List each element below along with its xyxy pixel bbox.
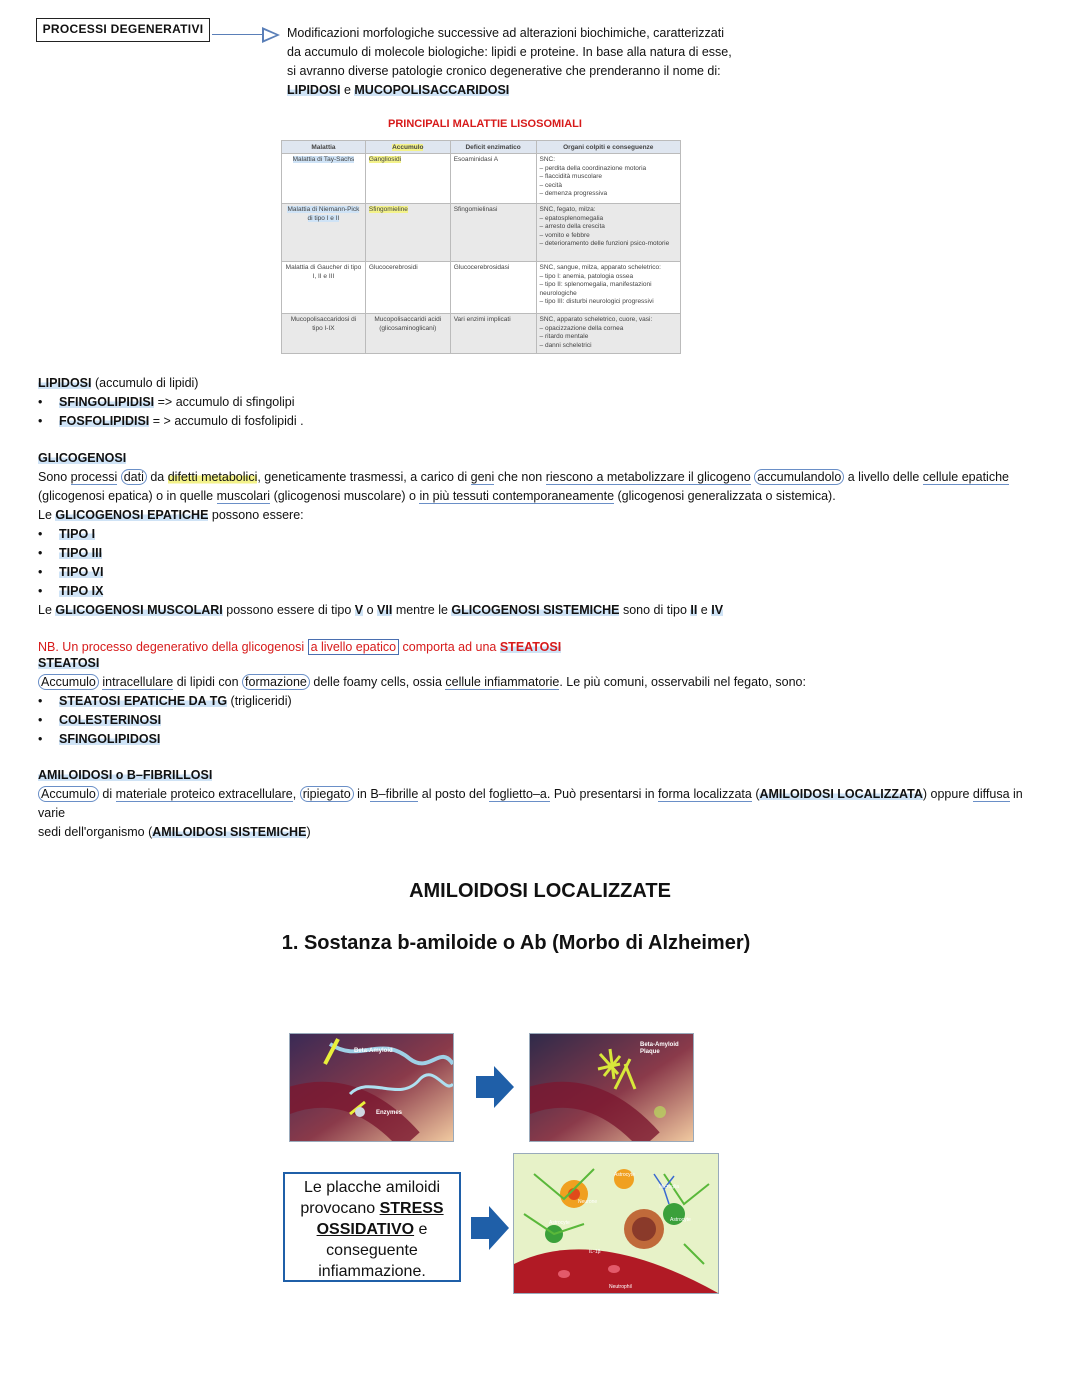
arrow-right-icon [476,1066,516,1108]
cell-disease: Malattia di Tay-Sachs [282,154,366,204]
label-cell: Microglia [659,1184,680,1190]
label-amyloid-plaque: Beta-Amyloid Plaque [640,1042,679,1055]
glicogenosi-section [38,449,1048,620]
table-row [282,314,681,354]
glicogenosi-paragraph: Sono processi dati da difetti metabolici, geneticamente trasmessi, a carico di geni che non riescono a metabolizzare il glicogeno accumulandolo a livello delle cellule epatiche (glicogenosi epatica) o in quelle muscolari (glicogenosi muscolare) o in più tessuti contemporaneamente (glicogenosi generalizzata o sistemica). Le GLICOGENOSI EPATICHE possono essere: [38,470,1009,522]
list-item: • TIPO I [38,525,1048,544]
section-title-processi: PROCESSI DEGENERATIVI [36,18,210,42]
arrow-head-inner [264,30,276,40]
cell-deficit: Esoaminidasi A [450,154,536,204]
table-header-row [282,141,681,154]
amiloidosi-section [38,766,1048,842]
inflammation-image [513,1153,719,1294]
boxed-text: a livello epatico [308,639,399,655]
col-header: Accumulo [365,141,450,154]
table-row [282,262,681,314]
intro-text: Modificazioni morfologiche successive ad alterazioni biochimiche, caratterizzati da accumulo di molecole biologiche: lipidi e proteine. In base alla natura di esse, si avranno diverse patologie cronico degenerative che prenderanno il nome di: [287,26,732,78]
lipidosi-heading: LIPIDOSI (accumulo di lipidi) [38,376,199,390]
steatosi-heading: STEATOSI [38,656,100,670]
table-title: PRINCIPALI MALATTIE LISOSOMIALI [388,118,582,130]
cell-organs: SNC, sangue, milza, apparato scheletrico: – tipo I: anemia, patologia ossea – tipo II: splenomegalia, manifestazioni neurologiche – tipo III: disturbi neurologici progressivi [536,262,680,314]
label-cell: Neutrophil [609,1284,632,1290]
term-lipidosi: LIPIDOSI [287,83,341,97]
cell-disease: Mucopolisaccaridosi di tipo I-IX [282,314,366,354]
cell-organs: SNC: – perdita della coordinazione motoria – flaccidità muscolare – cecità – demenza progressiva [536,154,680,204]
arrow-right-icon [471,1206,511,1250]
table-row [282,204,681,262]
cell-disease: Malattia di Niemann-Pick di tipo I e II [282,204,366,262]
cell-accumulation: Glucocerebrosidi [365,262,450,314]
lipidosi-section [38,374,1048,431]
cell-accumulation: Sfingomieline [365,204,450,262]
label-cell: Astrocyte [614,1172,635,1178]
col-header: Organi colpiti e conseguenze [536,141,680,154]
list-item: • STEATOSI EPATICHE DA TG (trigliceridi) [38,692,1048,711]
list-item: • TIPO III [38,544,1048,563]
col-header: Deficit enzimatico [450,141,536,154]
list-item: • SFINGOLIPIDOSI [38,730,1048,749]
list-item: • SFINGOLIPIDISI => accumulo di sfingolipi [38,393,1048,412]
cell-deficit: Glucocerebrosidasi [450,262,536,314]
amyloid-plaque-image [529,1033,694,1142]
term-mucopolisaccaridosi: MUCOPOLISACCARIDOSI [354,83,510,97]
beta-amyloid-image [289,1033,454,1142]
cell-disease: Malattia di Gaucher di tipo I, II e III [282,262,366,314]
label-cell: Neurone [578,1199,598,1205]
cell-organs: SNC, fegato, milza: – epatosplenomegalia – arresto della crescita – vomito e febbre – deterioramento delle funzioni psico-motorie [536,204,680,262]
list-item: • FOSFOLIPIDISI = > accumulo di fosfolipidi . [38,412,1048,431]
amiloidosi-paragraph: Accumulo di materiale proteico extracellulare, ripiegato in B–fibrille al posto del foglietto–a. Può presentarsi in forma localizzata (AMILOIDOSI LOCALIZZATA) oppure diffusa in varie sedi dell'organismo (AMILOIDOSI SISTEMICHE) [38,787,1023,839]
steatosi-section [38,654,1048,749]
cell-accumulation: Mucopolisaccaridi acidi (glicosaminoglicani) [365,314,450,354]
list-item: • COLESTERINOSI [38,711,1048,730]
slide-subheading: 1. Sostanza b-amiloide o Ab (Morbo di Alzheimer) [281,932,751,954]
glicogenosi-heading: GLICOGENOSI [38,451,127,465]
amiloidosi-heading: AMILOIDOSI o B–FIBRILLOSI [38,768,213,782]
glicogenosi-types-paragraph: Le GLICOGENOSI MUSCOLARI possono essere di tipo V o VII mentre le GLICOGENOSI SISTEMICHE sono di tipo II e IV [38,603,724,617]
label-cell: Astrocyte [549,1220,570,1226]
nb-note: NB. Un processo degenerativo della glicogenosi a livello epatico comporta ad una STEATOSI [38,640,562,654]
placche-text-box: Le placche amiloidi provocano STRESS OSSIDATIVO e conseguente infiammazione. [283,1172,461,1282]
label-cell: Astrocyte [670,1217,691,1223]
label-cell: IL-1β [589,1249,601,1255]
label-enzymes: Enzymes [376,1110,403,1116]
intro-paragraph [287,24,737,100]
steatosi-paragraph: Accumulo intracellulare di lipidi con formazione delle foamy cells, ossia cellule infiammatorie. Le più comuni, osservabili nel fegato, sono: [38,673,1048,692]
intro-conj: e [340,83,355,97]
col-header: Malattia [282,141,366,154]
lysosomal-table [281,140,681,354]
table-row [282,154,681,204]
cell-organs: SNC, apparato scheletrico, cuore, vasi: – opacizzazione della cornea – ritardo mentale – danni scheletrici [536,314,680,354]
label-beta-amyloid: Beta-Amyloid [354,1048,393,1054]
slide-heading: AMILOIDOSI LOCALIZZATE [409,880,671,902]
list-item: • TIPO IX [38,582,1048,601]
list-item: • TIPO VI [38,563,1048,582]
cell-deficit: Sfingomielinasi [450,204,536,262]
cell-accumulation: Gangliosidi [365,154,450,204]
cell-deficit: Vari enzimi implicati [450,314,536,354]
